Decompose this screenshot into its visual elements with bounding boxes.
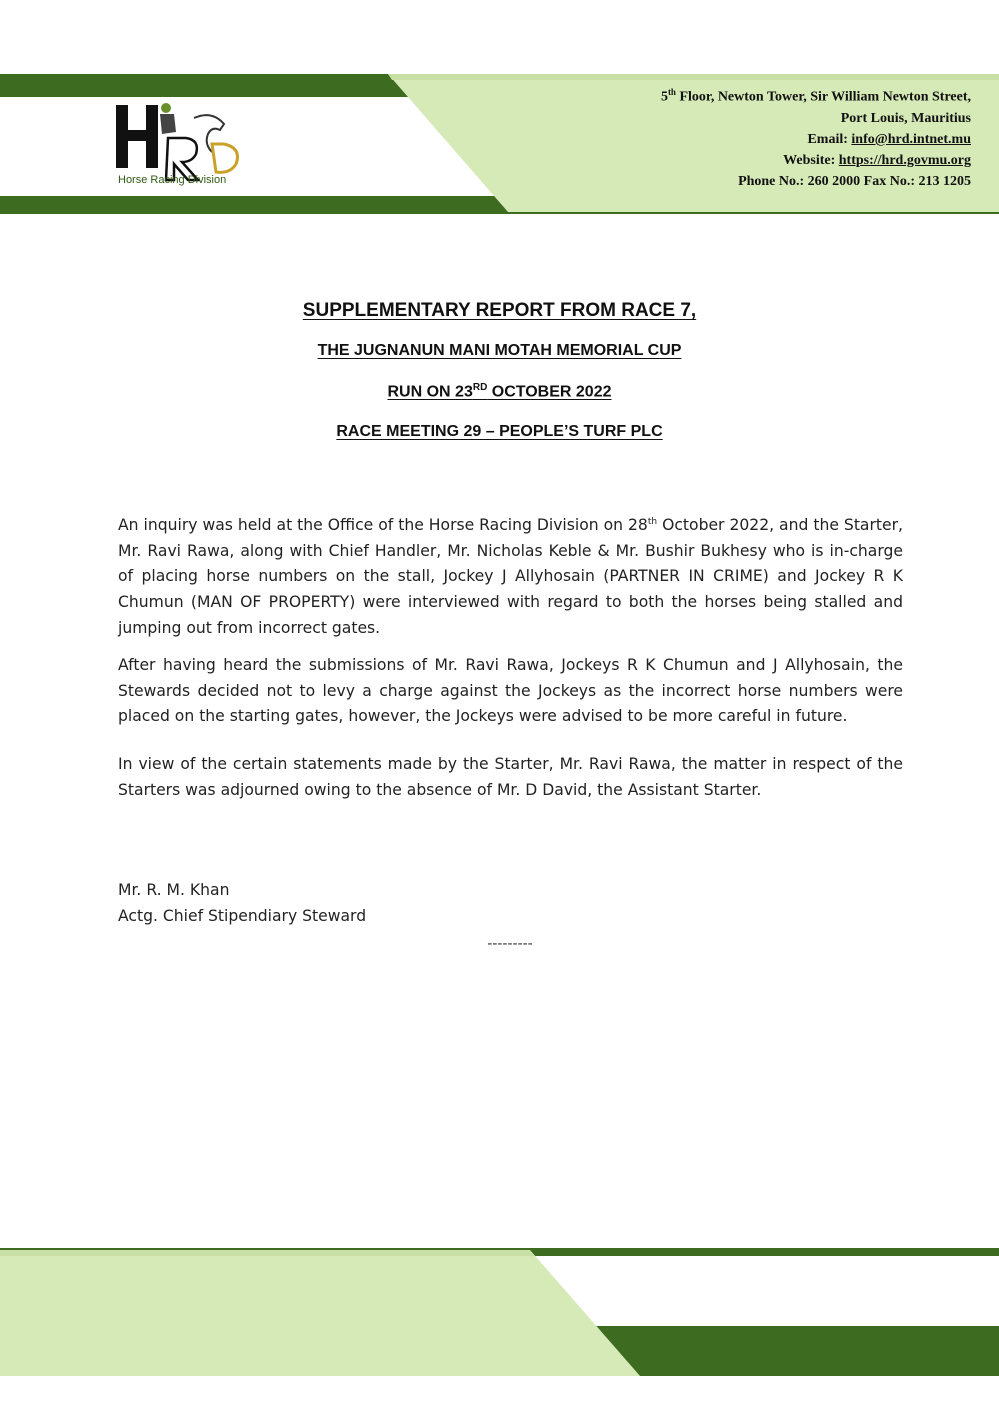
report-body bbox=[118, 510, 903, 815]
signatory-name: Mr. R. M. Khan bbox=[118, 881, 230, 899]
race-name: THE JUGNANUN MANI MOTAH MEMORIAL CUP bbox=[317, 342, 682, 359]
signatory-title: Actg. Chief Stipendiary Steward bbox=[118, 906, 367, 925]
report-title: SUPPLEMENTARY REPORT FROM RACE 7, bbox=[302, 300, 697, 321]
paragraph-inquiry: An inquiry was held at the Office of the Horse Racing Division on 28th October 2022, and the Starter, Mr. Ravi Rawa, along with Chief Handler, Mr. Nicholas Keble & Mr. Bushir Bukhesy who is in-charge of placing horse numbers on the stall, Jockey J Allyhosain (PARTNER IN CRIME) and Jockey R K Chumun (MAN OF PROPERTY) were interviewed with regard to both the horses being stalled and jumping out from incorrect gates. bbox=[118, 516, 903, 637]
website-link[interactable]: https://hrd.govmu.org bbox=[838, 152, 971, 168]
address-line-2: Port Louis, Mauritius bbox=[840, 110, 971, 126]
paragraph-adjourned: In view of the certain statements made by the Starter, Mr. Ravi Rawa, the matter in respect of the Starters was adjourned owing to the absence of Mr. D David, the Assistant Starter. bbox=[118, 754, 903, 799]
end-mark: --------- bbox=[487, 936, 533, 952]
report-titles bbox=[0, 300, 999, 463]
paragraph-decision: After having heard the submissions of Mr. Ravi Rawa, Jockeys R K Chumun and J Allyhosain, the Stewards decided not to levy a charge against the Jockeys as the incorrect horse numbers were placed on the starting gates, however, the Jockeys were advised to be more careful in future. bbox=[118, 656, 903, 726]
address-line-1: 5th Floor, Newton Tower, Sir William Newton Street, bbox=[660, 87, 971, 105]
run-date: RUN ON 23RD OCTOBER 2022 bbox=[387, 382, 612, 401]
race-meeting: RACE MEETING 29 – PEOPLE’S TURF PLC bbox=[336, 423, 663, 441]
email-line: Email: info@hrd.intnet.mu bbox=[807, 131, 971, 147]
footer-white-strip bbox=[532, 1256, 999, 1326]
footer-light-panel bbox=[0, 1250, 640, 1376]
phone-fax-line: Phone No.: 260 2000 Fax No.: 213 1205 bbox=[738, 173, 971, 189]
signature-block bbox=[118, 878, 366, 929]
footer-banner bbox=[0, 1230, 999, 1414]
website-line: Website: https://hrd.govmu.org bbox=[783, 152, 971, 168]
logo-caption: Horse Racing Division bbox=[118, 174, 227, 186]
email-link[interactable]: info@hrd.intnet.mu bbox=[851, 131, 971, 147]
contact-block bbox=[411, 82, 971, 192]
